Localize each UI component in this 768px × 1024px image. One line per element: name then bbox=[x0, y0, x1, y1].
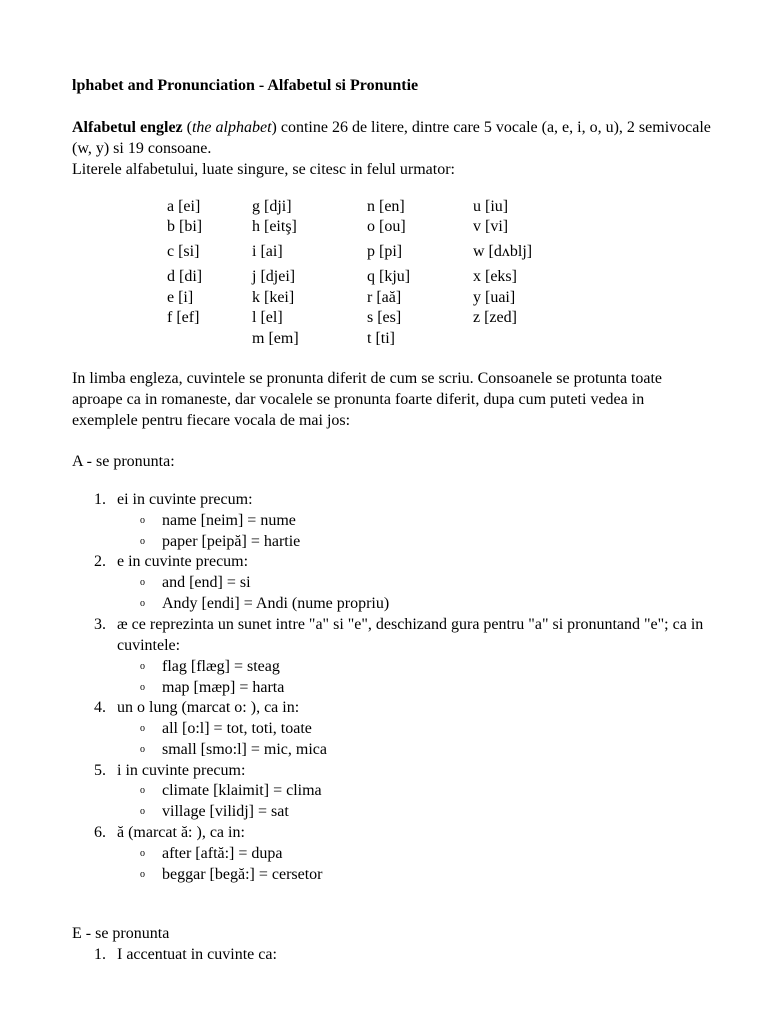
bullet-icon: o bbox=[140, 515, 145, 526]
alphabet-cell: d [di] bbox=[167, 268, 203, 285]
list-number: 2. bbox=[94, 553, 106, 570]
alphabet-cell: j [djei] bbox=[252, 268, 296, 285]
sub-list-item: climate [klaimit] = clima bbox=[162, 782, 322, 799]
intro-paren-open: ( bbox=[182, 119, 192, 136]
sub-list-item: after [aftă:] = dupa bbox=[162, 845, 283, 862]
bullet-icon: o bbox=[140, 682, 145, 693]
intro-bold-term: Alfabetul englez bbox=[72, 119, 183, 136]
bullet-icon: o bbox=[140, 536, 145, 547]
alphabet-cell: b [bi] bbox=[167, 218, 203, 235]
alphabet-cell: l [el] bbox=[252, 309, 283, 326]
alphabet-cell: o [ou] bbox=[367, 218, 406, 235]
alphabet-cell: a [ei] bbox=[167, 198, 201, 215]
bullet-icon: o bbox=[140, 723, 145, 734]
alphabet-cell: s [es] bbox=[367, 309, 402, 326]
sub-list-item: all [o:l] = tot, toti, toate bbox=[162, 720, 312, 737]
alphabet-cell: p [pi] bbox=[367, 243, 403, 260]
bullet-icon: o bbox=[140, 785, 145, 796]
bullet-icon: o bbox=[140, 661, 145, 672]
list-number: 6. bbox=[94, 824, 106, 841]
list-item: un o lung (marcat o: ), ca in: bbox=[117, 699, 300, 716]
pronunciation-paragraph: In limba engleza, cuvintele se pronunta diferit de cum se scriu. Consoanele se protunta toate aproape ca in romaneste, dar vocalele se pronunta foarte diferit, dupa cum puteti vedea in exemplele pentru fiecare vocala de mai jos: bbox=[72, 370, 663, 429]
sub-list-item: paper [peipă] = hartie bbox=[162, 533, 301, 550]
sub-list-item: small [smo:l] = mic, mica bbox=[162, 741, 327, 758]
list-item: e in cuvinte precum: bbox=[117, 553, 249, 570]
sub-list-item: and [end] = si bbox=[162, 574, 251, 591]
list-number: 1. bbox=[94, 491, 106, 508]
list-item: I accentuat in cuvinte ca: bbox=[117, 946, 277, 963]
bullet-icon: o bbox=[140, 806, 145, 817]
alphabet-cell: r [aă] bbox=[367, 289, 402, 306]
page-title: lphabet and Pronunciation - Alfabetul si Pronuntie bbox=[72, 77, 419, 94]
alphabet-cell: i [ai] bbox=[252, 243, 283, 260]
list-item: ă (marcat ă: ), ca in: bbox=[117, 824, 245, 841]
alphabet-cell: x [eks] bbox=[473, 268, 517, 285]
list-item: ei in cuvinte precum: bbox=[117, 491, 253, 508]
alphabet-cell: m [em] bbox=[252, 330, 299, 347]
list-item: i in cuvinte precum: bbox=[117, 762, 246, 779]
list-number: 3. bbox=[94, 616, 106, 633]
alphabet-cell: t [ti] bbox=[367, 330, 395, 347]
alphabet-cell: h [eitş] bbox=[252, 218, 297, 235]
alphabet-cell: f [ef] bbox=[167, 309, 200, 326]
bullet-icon: o bbox=[140, 577, 145, 588]
alphabet-cell: z [zed] bbox=[473, 309, 517, 326]
intro-paragraph bbox=[72, 117, 712, 180]
section-a-heading: A - se pronunta: bbox=[72, 453, 175, 470]
sub-list-item: Andy [endi] = Andi (nume propriu) bbox=[162, 595, 390, 612]
intro-line-2: Literele alfabetului, luate singure, se citesc in felul urmator: bbox=[72, 161, 455, 178]
list-number: 1. bbox=[94, 946, 106, 963]
alphabet-cell: g [dji] bbox=[252, 198, 292, 215]
alphabet-cell: w [dʌblj] bbox=[473, 243, 533, 260]
sub-list-item: beggar [begă:] = cersetor bbox=[162, 866, 323, 883]
intro-rest: ) contine 26 de litere, dintre care 5 vocale (a, e, i, o, u), 2 semivocale (w, y) si 19 consoane. bbox=[72, 119, 711, 157]
alphabet-cell: k [kei] bbox=[252, 289, 295, 306]
bullet-icon: o bbox=[140, 744, 145, 755]
sub-list-item: name [neim] = nume bbox=[162, 512, 296, 529]
list-number: 4. bbox=[94, 699, 106, 716]
section-e-heading: E - se pronunta bbox=[72, 925, 170, 942]
intro-italic-term: the alphabet bbox=[191, 119, 272, 136]
bullet-icon: o bbox=[140, 869, 145, 880]
alphabet-cell: v [vi] bbox=[473, 218, 509, 235]
sub-list-item: village [vilidj] = sat bbox=[162, 803, 289, 820]
sub-list-item: map [mæp] = harta bbox=[162, 679, 285, 696]
alphabet-cell: n [en] bbox=[367, 198, 405, 215]
alphabet-cell: e [i] bbox=[167, 289, 194, 306]
bullet-icon: o bbox=[140, 598, 145, 609]
sub-list-item: flag [flæg] = steag bbox=[162, 658, 280, 675]
alphabet-cell: u [iu] bbox=[473, 198, 509, 215]
bullet-icon: o bbox=[140, 848, 145, 859]
list-item: æ ce reprezinta un sunet intre "a" si "e", deschizand gura pentru "a" si pronuntand "e"; ca in cuvintele: bbox=[117, 616, 704, 654]
alphabet-cell: q [kju] bbox=[367, 268, 411, 285]
list-number: 5. bbox=[94, 762, 106, 779]
alphabet-cell: c [si] bbox=[167, 243, 200, 260]
alphabet-cell: y [uai] bbox=[473, 289, 516, 306]
